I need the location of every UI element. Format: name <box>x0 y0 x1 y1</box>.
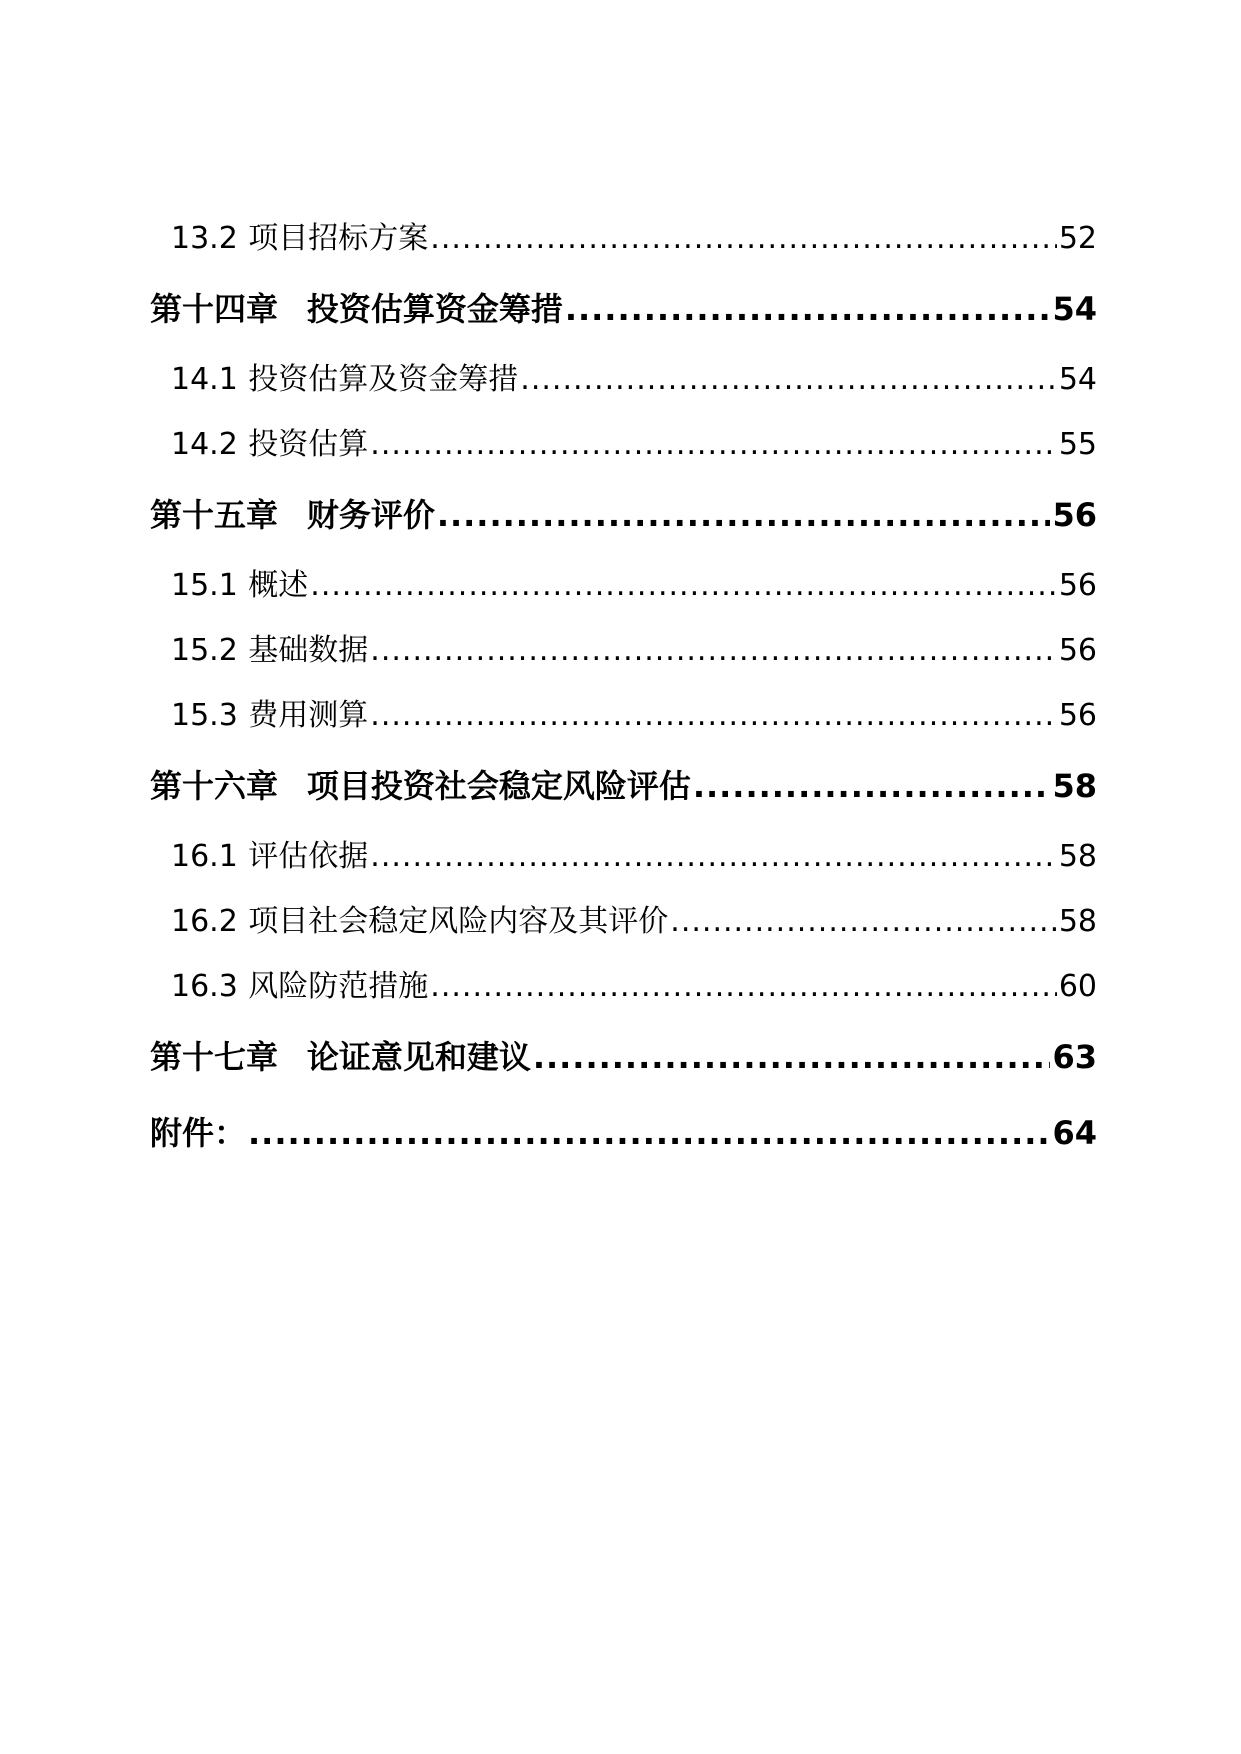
toc-entry-title: 论证意见和建议 <box>306 1038 531 1076</box>
toc-entry-number: 第十七章 <box>150 1038 279 1076</box>
dot-leader <box>430 954 1057 1019</box>
toc-entry-14-2[interactable] <box>150 412 1097 477</box>
toc-entry-appendix[interactable] <box>150 1095 1097 1171</box>
dot-leader <box>370 824 1057 889</box>
toc-entry-title: 评估依据 <box>248 839 369 874</box>
toc-entry-16-2[interactable] <box>150 889 1097 954</box>
dot-leader <box>370 618 1057 683</box>
toc-entry-number: 第十五章 <box>150 496 279 534</box>
toc-entry-label <box>171 347 518 412</box>
toc-entry-number: 15.3 <box>171 698 238 733</box>
toc-entry-label <box>171 889 668 954</box>
toc-entry-number: 15.2 <box>171 633 238 668</box>
toc-entry-chapter-15[interactable] <box>150 477 1097 553</box>
toc-entry-title: 概述 <box>248 568 309 603</box>
toc-entry-title: 风险防范措施 <box>248 969 429 1004</box>
toc-entry-16-3[interactable] <box>150 954 1097 1019</box>
toc-entry-number: 第十六章 <box>150 767 279 805</box>
dot-leader <box>533 1019 1051 1095</box>
dot-leader <box>670 889 1057 954</box>
toc-entry-title: 附件： <box>150 1114 247 1152</box>
toc-entry-16-1[interactable] <box>150 824 1097 889</box>
toc-entry-label <box>150 748 691 824</box>
dot-leader <box>430 206 1057 271</box>
toc-entry-label <box>171 954 428 1019</box>
toc-entry-label <box>150 1095 246 1171</box>
toc-entry-title: 基础数据 <box>248 633 369 668</box>
toc-entry-page: 60 <box>1058 969 1097 1004</box>
toc-entry-14-1[interactable] <box>150 347 1097 412</box>
toc-entry-title: 投资估算 <box>248 427 369 462</box>
toc-entry-page: 56 <box>1052 496 1097 534</box>
toc-entry-title: 项目投资社会稳定风险评估 <box>306 767 691 805</box>
toc-entry-page: 56 <box>1058 698 1097 733</box>
toc-entry-page: 58 <box>1052 767 1097 805</box>
toc-entry-title: 投资估算资金筹措 <box>306 290 563 328</box>
toc-entry-15-2[interactable] <box>150 618 1097 683</box>
toc-entry-chapter-16[interactable] <box>150 748 1097 824</box>
dot-leader <box>310 553 1057 618</box>
toc-entry-label <box>171 824 368 889</box>
dot-leader <box>248 1095 1050 1171</box>
toc-entry-13-2[interactable] <box>150 206 1097 271</box>
toc-entry-label <box>171 618 368 683</box>
toc-entry-label <box>150 477 435 553</box>
toc-entry-number: 14.1 <box>171 362 238 397</box>
toc-entry-page: 56 <box>1058 633 1097 668</box>
toc-entry-number: 16.2 <box>171 904 238 939</box>
toc-entry-title: 项目社会稳定风险内容及其评价 <box>248 904 669 939</box>
toc-entry-label <box>171 412 368 477</box>
toc-entry-page: 58 <box>1058 904 1097 939</box>
toc-entry-page: 56 <box>1058 568 1097 603</box>
toc-entry-label <box>171 206 428 271</box>
toc-entry-page: 54 <box>1052 290 1097 328</box>
toc-entry-page: 64 <box>1052 1114 1097 1152</box>
toc-entry-label <box>171 553 308 618</box>
toc-entry-title: 费用测算 <box>248 698 369 733</box>
toc-entry-number: 14.2 <box>171 427 238 462</box>
toc-entry-chapter-17[interactable] <box>150 1019 1097 1095</box>
toc-entry-label <box>171 683 368 748</box>
toc-entry-number: 16.1 <box>171 839 238 874</box>
dot-leader <box>370 683 1057 748</box>
toc-entry-15-1[interactable] <box>150 553 1097 618</box>
dot-leader <box>370 412 1057 477</box>
toc-entry-number: 第十四章 <box>150 290 279 328</box>
toc-entry-page: 54 <box>1058 362 1097 397</box>
toc-entry-page: 52 <box>1058 221 1097 256</box>
toc-entry-number: 16.3 <box>171 969 238 1004</box>
toc-entry-number: 15.1 <box>171 568 238 603</box>
toc-entry-page: 63 <box>1052 1038 1097 1076</box>
toc-entry-title: 投资估算及资金筹措 <box>248 362 519 397</box>
toc-entry-page: 58 <box>1058 839 1097 874</box>
toc-entry-label <box>150 1019 531 1095</box>
table-of-contents <box>150 206 1097 1171</box>
toc-entry-15-3[interactable] <box>150 683 1097 748</box>
toc-entry-number: 13.2 <box>171 221 238 256</box>
toc-entry-title: 项目招标方案 <box>248 221 429 256</box>
toc-entry-title: 财务评价 <box>306 496 435 534</box>
dot-leader <box>693 748 1051 824</box>
toc-entry-chapter-14[interactable] <box>150 271 1097 347</box>
toc-entry-page: 55 <box>1058 427 1097 462</box>
dot-leader <box>437 477 1051 553</box>
dot-leader <box>520 347 1057 412</box>
toc-entry-label <box>150 271 563 347</box>
dot-leader <box>565 271 1051 347</box>
